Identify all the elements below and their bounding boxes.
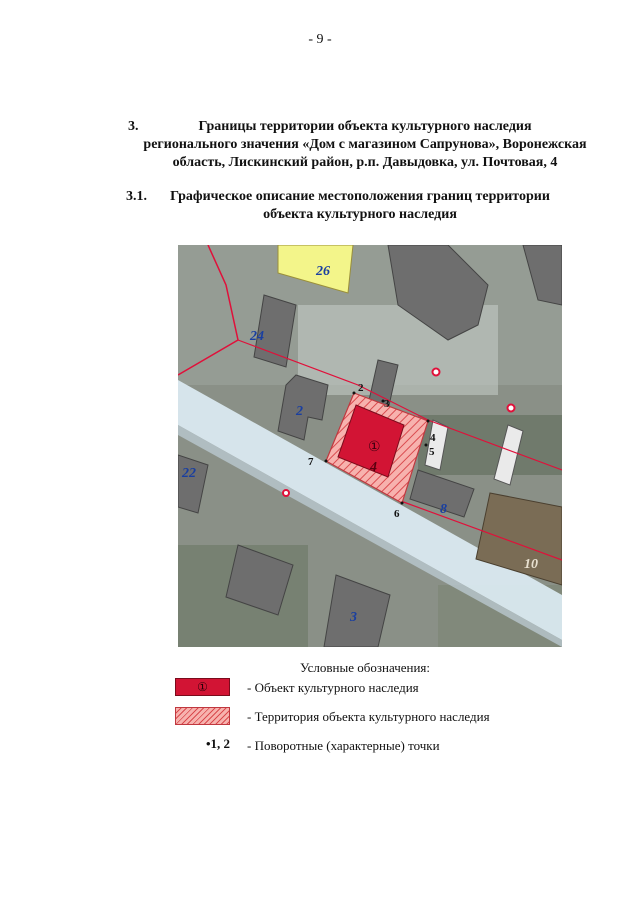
point-7-dot xyxy=(325,460,328,463)
legend-row-object xyxy=(175,678,535,698)
section-3-line-2: регионального значения «Дом с магазином Сапрунова», Воронежская xyxy=(143,137,587,152)
legend-title: Условные обозначения: xyxy=(300,660,431,675)
object-marker: ① xyxy=(368,439,381,455)
point-2-dot xyxy=(353,392,356,395)
lot-label-26: 26 xyxy=(316,264,330,279)
section-3-heading xyxy=(130,118,600,172)
section-3-1-line-2: объекта культурного наследия xyxy=(263,207,457,222)
section-3-number: 3. xyxy=(128,119,139,134)
point-5-dot xyxy=(425,444,428,447)
lot-label-22: 22 xyxy=(182,466,196,481)
site-plan-svg xyxy=(178,245,562,647)
lot-label-4: 4 xyxy=(370,460,377,475)
marker-dot-1 xyxy=(433,369,440,376)
point-label-3: 3 xyxy=(384,398,390,410)
legend-swatch-points: •1, 2 xyxy=(205,736,230,751)
lot-label-3: 3 xyxy=(350,610,357,625)
lot-label-24: 24 xyxy=(250,329,264,344)
legend-swatch-territory xyxy=(175,707,230,725)
legend-row-points xyxy=(175,736,535,756)
legend-swatch-object: ① xyxy=(175,678,230,696)
site-plan-map xyxy=(178,245,562,647)
section-3-line-3: область, Лискинский район, р.п. Давыдовка, ул. Почтовая, 4 xyxy=(172,155,558,170)
legend-text-territory: - Территория объекта культурного наследия xyxy=(247,709,490,724)
point-6-dot xyxy=(401,502,404,505)
section-3-1-line-1: Графическое описание местоположения границ территории xyxy=(170,189,550,204)
legend-text-points: - Поворотные (характерные) точки xyxy=(247,738,440,753)
point-label-4: 4 xyxy=(430,432,436,444)
point-label-6: 6 xyxy=(394,508,400,520)
point-label-5: 5 xyxy=(429,446,435,458)
point-4-dot xyxy=(427,420,430,423)
section-3-1-number: 3.1. xyxy=(126,189,147,204)
marker-dot-3 xyxy=(283,490,289,496)
page-number: - 9 - xyxy=(308,32,332,47)
legend-text-object: - Объект культурного наследия xyxy=(247,680,419,695)
section-3-1-heading xyxy=(120,188,600,224)
point-label-2: 2 xyxy=(358,382,364,394)
point-label-7: 7 xyxy=(308,456,314,468)
section-3-line-1: Границы территории объекта культурного наследия xyxy=(198,119,532,134)
legend-row-territory xyxy=(175,707,535,727)
lot-label-8: 8 xyxy=(440,502,447,517)
marker-dot-2 xyxy=(508,405,515,412)
lot-label-10: 10 xyxy=(524,557,538,572)
lot-label-2: 2 xyxy=(296,404,303,419)
